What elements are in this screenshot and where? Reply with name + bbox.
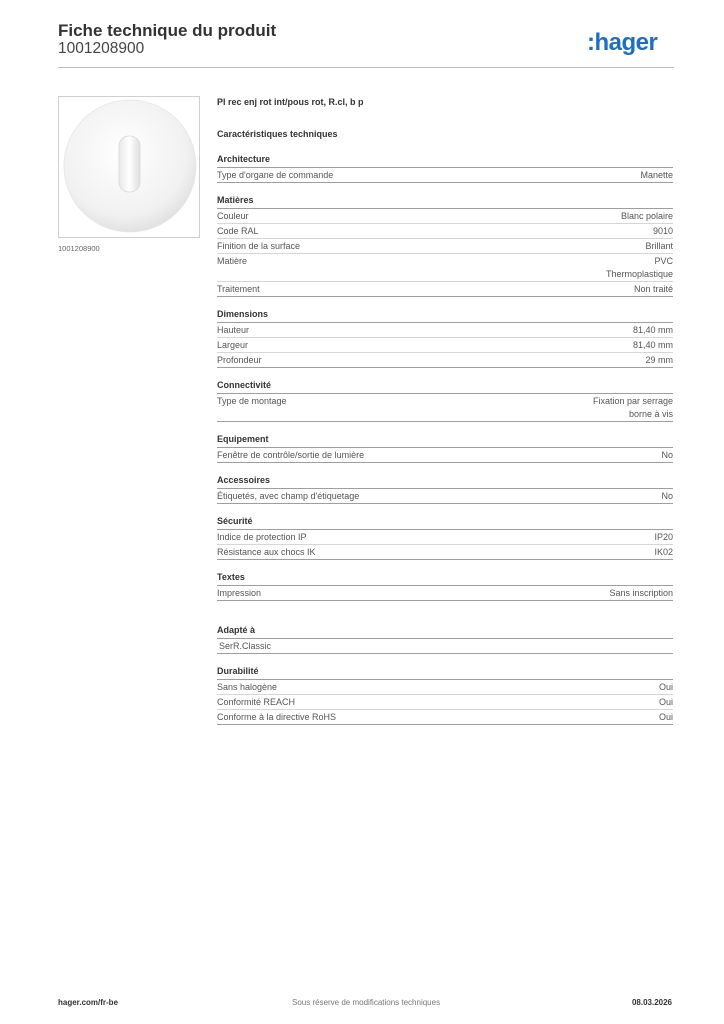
spec-label: Code RAL — [217, 226, 259, 236]
spec-value-line: PVC — [654, 256, 673, 266]
spec-label: Étiquetés, avec champ d'étiquetage — [217, 491, 360, 501]
spec-value-line: 81,40 mm — [632, 325, 673, 335]
header-divider — [58, 67, 674, 68]
spec-value — [659, 696, 673, 709]
section-subtitle: Caractéristiques techniques — [217, 129, 338, 139]
spec-value-line: Oui — [658, 682, 673, 692]
spec-value-line: IP20 — [654, 532, 673, 542]
spec-value — [661, 490, 673, 503]
spec-value-line: Non traité — [633, 284, 673, 294]
spec-value-line: Fixation par serrage — [592, 396, 673, 406]
section-title: Matières — [217, 195, 673, 209]
spec-value-line: Sans inscription — [609, 588, 673, 598]
spec-label: Profondeur — [217, 355, 262, 365]
spec-label: Conformité REACH — [217, 697, 296, 707]
section-title: Dimensions — [217, 309, 673, 323]
spec-row — [217, 710, 673, 725]
spec-label: Couleur — [217, 211, 249, 221]
section-title: Durabilité — [217, 666, 673, 680]
product-code: 1001208900 — [58, 40, 145, 57]
spec-row — [217, 394, 673, 422]
section-title: Textes — [217, 572, 673, 586]
spec-value-line: Thermoplastique — [605, 269, 673, 279]
spec-row — [217, 489, 673, 504]
spec-row — [217, 254, 673, 282]
spec-label: Matière — [217, 256, 248, 266]
spec-value — [645, 354, 673, 367]
section-title: Equipement — [217, 434, 673, 448]
spec-sections — [217, 154, 673, 725]
spec-value-line: No — [661, 491, 673, 501]
spec-value — [593, 395, 673, 421]
section-title: Adapté à — [217, 625, 673, 639]
spec-value-line: 81,40 mm — [632, 340, 673, 350]
spec-row — [217, 168, 673, 183]
section-title: Architecture — [217, 154, 673, 168]
spec-row — [217, 586, 673, 601]
spec-value-line: Oui — [658, 697, 673, 707]
spec-value-line: Oui — [658, 712, 673, 722]
section-title: Accessoires — [217, 475, 673, 489]
spec-row — [217, 338, 673, 353]
spec-value — [653, 225, 673, 238]
product-name: Pl rec enj rot int/pous rot, R.cl, b p — [217, 97, 364, 107]
logo-text: :hager — [587, 29, 658, 56]
spec-label: Type d'organe de commande — [217, 170, 334, 180]
spec-row — [217, 448, 673, 463]
spec-value — [659, 681, 673, 694]
spec-value — [645, 240, 673, 253]
spec-row — [217, 239, 673, 254]
footer-date: 08.03.2026 — [631, 998, 672, 1007]
spec-value — [633, 324, 673, 337]
spec-label: Résistance aux chocs IK — [217, 547, 316, 557]
page-title: Fiche technique du produit — [58, 21, 277, 40]
image-caption: 1001208900 — [58, 244, 100, 253]
spec-value — [640, 169, 673, 182]
spec-label: Conforme à la directive RoHS — [217, 712, 337, 722]
spec-value — [659, 711, 673, 724]
spec-row — [217, 353, 673, 368]
spec-value — [654, 531, 673, 544]
hager-logo — [587, 28, 677, 58]
spec-label: Largeur — [217, 340, 249, 350]
spec-value-line: 9010 — [652, 226, 673, 236]
spec-row — [217, 530, 673, 545]
spec-label: Impression — [217, 588, 262, 598]
spec-label: Type de montage — [217, 396, 287, 406]
spec-value-line: IK02 — [654, 547, 673, 557]
spec-value — [654, 546, 673, 559]
spec-value — [634, 283, 673, 296]
spec-row — [217, 282, 673, 297]
footer-website[interactable]: hager.com/fr-be — [58, 998, 119, 1007]
spec-value-line: Manette — [640, 170, 673, 180]
spec-label: Indice de protection IP — [217, 532, 307, 542]
footer-notice: Sous réserve de modifications techniques — [292, 998, 441, 1007]
product-image — [58, 96, 200, 238]
spec-label: Fenêtre de contrôle/sortie de lumière — [217, 450, 365, 460]
spec-row — [217, 209, 673, 224]
spec-row — [217, 680, 673, 695]
spec-value-line: borne à vis — [628, 409, 673, 419]
rotary-switch-image — [59, 97, 199, 237]
spec-value-line: Brillant — [645, 241, 673, 251]
spec-label: Hauteur — [217, 325, 250, 335]
spec-row — [217, 323, 673, 338]
spec-row — [217, 545, 673, 560]
spec-label: Traitement — [217, 284, 260, 294]
spec-label: Sans halogène — [217, 682, 278, 692]
spec-value-line: 29 mm — [645, 355, 673, 365]
spec-value-line: Blanc polaire — [620, 211, 673, 221]
spec-label: SerR.Classic — [219, 641, 272, 651]
spec-value — [633, 339, 673, 352]
spec-value — [606, 255, 673, 281]
spec-row — [217, 224, 673, 239]
spec-row — [217, 639, 673, 654]
spec-row — [217, 695, 673, 710]
spec-value — [609, 587, 673, 600]
spec-value — [661, 449, 673, 462]
spec-value-line: No — [661, 450, 673, 460]
section-title: Connectivité — [217, 380, 673, 394]
spec-value — [621, 210, 673, 223]
spec-label: Finition de la surface — [217, 241, 301, 251]
section-title: Sécurité — [217, 516, 673, 530]
spec-content — [217, 97, 673, 725]
